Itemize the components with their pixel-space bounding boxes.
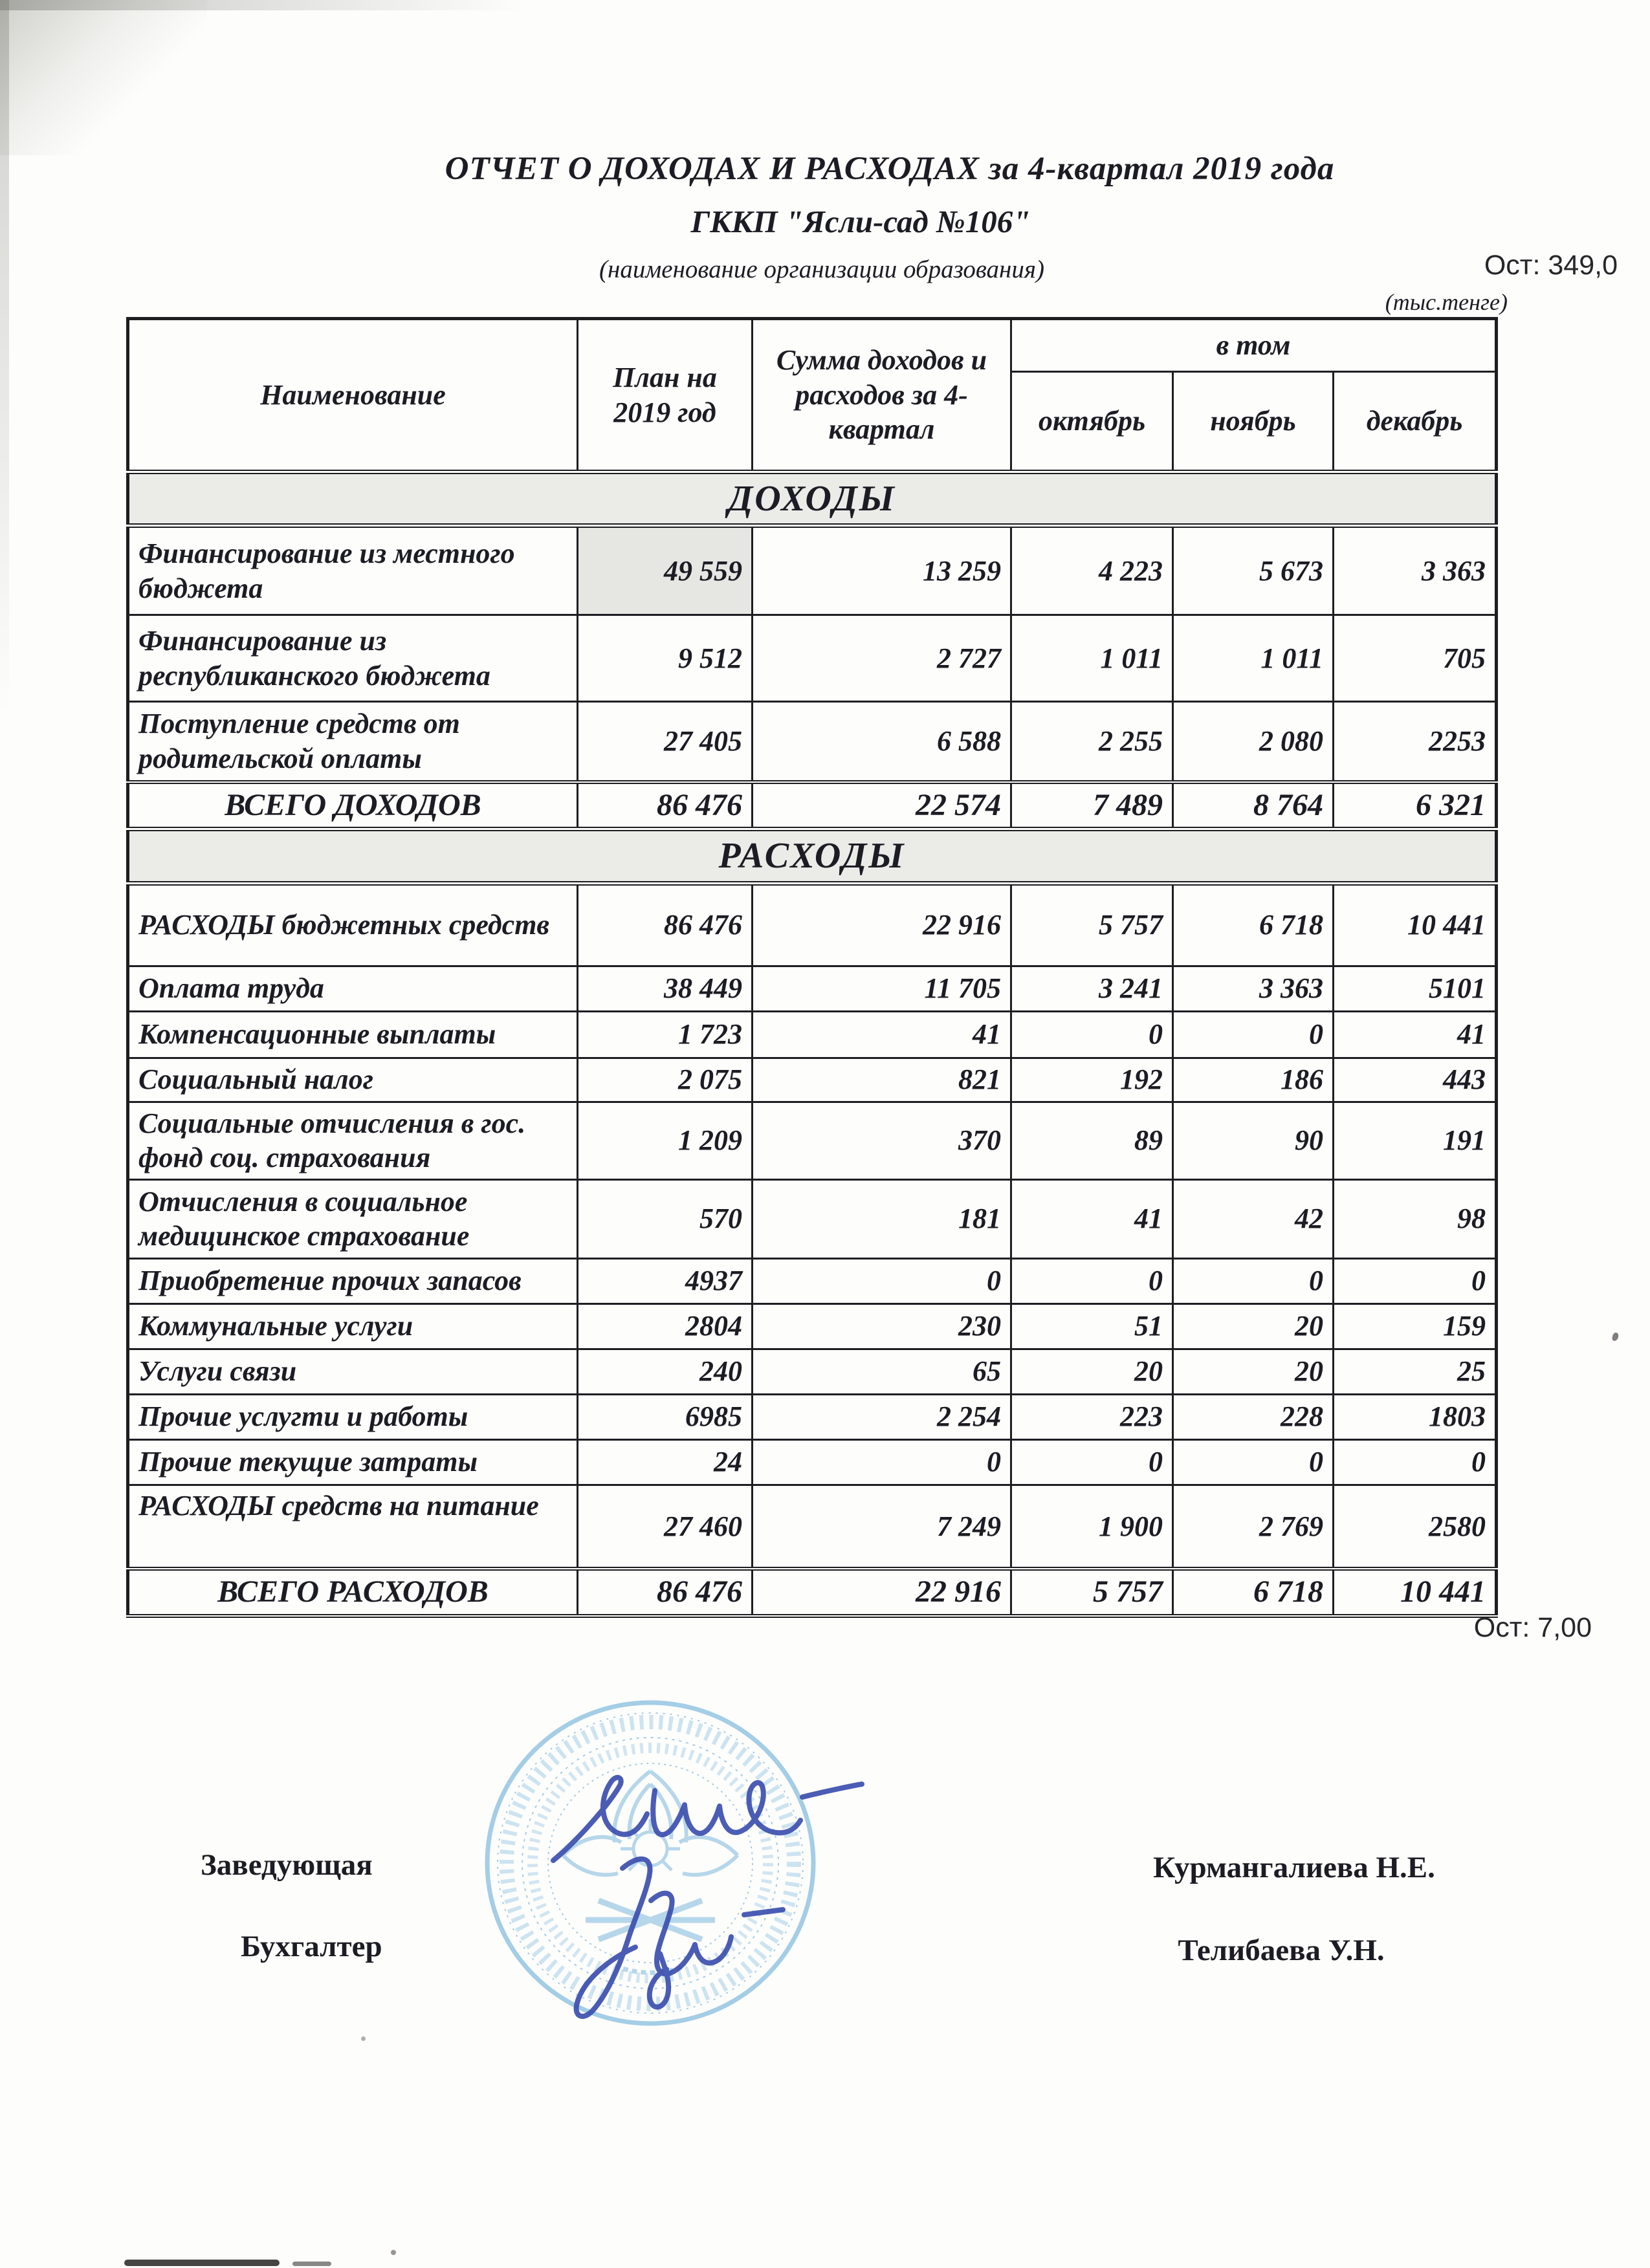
november-value-cell: 20 [1173,1349,1334,1394]
october-value-cell: 1 011 [1011,615,1173,702]
november-value-cell: 0 [1173,1439,1334,1485]
october-value-cell: 5 757 [1011,1569,1173,1616]
december-value-cell: 10 441 [1334,883,1497,966]
november-value-cell: 186 [1173,1058,1334,1102]
table-row [128,526,1497,615]
table-row [128,1303,1497,1349]
sum-value-cell: 2 727 [753,615,1011,702]
sum-value-cell: 65 [753,1349,1011,1394]
table-row [128,702,1497,782]
november-value-cell: 2 769 [1173,1485,1334,1569]
col-header-december: декабрь [1334,372,1497,472]
plan-value-cell: 27 405 [578,702,753,782]
total-income-row [128,782,1497,829]
november-value-cell: 20 [1173,1303,1334,1349]
december-value-cell: 443 [1334,1058,1497,1102]
income-expense-table [126,317,1498,1618]
sum-value-cell: 2 254 [753,1394,1011,1439]
table-row [128,1011,1497,1058]
november-value-cell: 228 [1173,1394,1334,1439]
december-value-cell: 10 441 [1334,1569,1497,1616]
section-label: РАСХОДЫ [128,829,1497,883]
plan-value-cell: 2 075 [578,1058,753,1102]
plan-value-cell: 240 [578,1349,753,1394]
october-value-cell: 20 [1011,1349,1173,1394]
col-header-sum: Сумма доходов и расходов за 4-квартал [753,319,1011,472]
sum-value-cell: 41 [753,1011,1011,1058]
signature-name-director: Курмангалиева Н.Е. [1153,1851,1435,1884]
december-value-cell: 3 363 [1334,526,1497,615]
total-expense-row [128,1569,1497,1616]
round-stamp [466,1687,867,2143]
row-name-cell: ВСЕГО РАСХОДОВ [128,1569,578,1616]
november-value-cell: 6 718 [1173,883,1334,966]
row-name-cell: РАСХОДЫ средств на питание [128,1485,578,1569]
november-value-cell: 0 [1173,1258,1334,1303]
section-label: ДОХОДЫ [128,472,1497,526]
sum-value-cell: 181 [753,1179,1011,1258]
plan-value-cell: 1 209 [578,1102,753,1179]
november-value-cell: 0 [1173,1011,1334,1058]
december-value-cell: 1803 [1334,1394,1497,1439]
december-value-cell: 0 [1334,1439,1497,1485]
sum-value-cell: 0 [753,1258,1011,1303]
sum-value-cell: 821 [753,1058,1011,1102]
table-row [128,615,1497,702]
plan-value-cell: 27 460 [578,1485,753,1569]
december-value-cell: 41 [1334,1011,1497,1058]
scan-smudge-top-left [0,0,207,155]
november-value-cell: 2 080 [1173,702,1334,782]
row-name-cell: Социальный налог [128,1058,578,1102]
december-value-cell: 191 [1334,1102,1497,1179]
sum-value-cell: 370 [753,1102,1011,1179]
sum-value-cell: 13 259 [753,526,1011,615]
december-value-cell: 5101 [1334,966,1497,1011]
section-header-row [128,829,1497,883]
scan-speck [361,2036,366,2041]
november-value-cell: 42 [1173,1179,1334,1258]
sum-value-cell: 230 [753,1303,1011,1349]
sum-value-cell: 6 588 [753,702,1011,782]
plan-value-cell: 9 512 [578,615,753,702]
october-value-cell: 3 241 [1011,966,1173,1011]
col-header-november: ноябрь [1173,372,1334,472]
table-row [128,1258,1497,1303]
november-value-cell: 1 011 [1173,615,1334,702]
balance-top-note: Ост: 349,0 [1484,250,1618,281]
scan-mark-bottom-edge [124,2260,280,2266]
row-name-cell: Компенсационные выплаты [128,1011,578,1058]
plan-value-cell: 6985 [578,1394,753,1439]
row-name-cell: Прочие текущие затраты [128,1439,578,1485]
november-value-cell: 5 673 [1173,526,1334,615]
plan-value-cell: 24 [578,1439,753,1485]
october-value-cell: 41 [1011,1179,1173,1258]
table-header-row [128,319,1497,372]
row-name-cell: РАСХОДЫ бюджетных средств [128,883,578,966]
row-name-cell: Услуги связи [128,1349,578,1394]
december-value-cell: 6 321 [1334,782,1497,829]
plan-value-cell: 49 559 [578,526,753,615]
row-name-cell: Социальные отчисления в гос. фонд соц. страхования [128,1102,578,1179]
sum-value-cell: 22 916 [753,1569,1011,1616]
report-title-line1: ОТЧЕТ О ДОХОДАХ И РАСХОДАХ за 4-квартал 2019 года [445,151,1335,187]
col-header-group: в том [1011,319,1497,372]
scan-smudge-left-edge [0,0,9,776]
organization-caption: (наименование организации образования) [599,256,1044,283]
signature-role-accountant: Бухгалтер [241,1930,382,1963]
sum-value-cell: 0 [753,1439,1011,1485]
table-row [128,1394,1497,1439]
plan-value-cell: 570 [578,1179,753,1258]
plan-value-cell: 86 476 [578,883,753,966]
scan-speck [391,2250,396,2255]
row-name-cell: Финансирование из республиканского бюджета [128,615,578,702]
december-value-cell: 159 [1334,1303,1497,1349]
november-value-cell: 90 [1173,1102,1334,1179]
table-row [128,1439,1497,1485]
october-value-cell: 223 [1011,1394,1173,1439]
october-value-cell: 0 [1011,1011,1173,1058]
report-title-line2: ГККП "Ясли-сад №106" [690,204,1031,239]
scan-speck [1612,1332,1620,1342]
november-value-cell: 6 718 [1173,1569,1334,1616]
units-note: (тыс.тенге) [1385,289,1508,315]
table-row [128,1485,1497,1569]
signature-director [553,1778,862,1860]
row-name-cell: Приобретение прочих запасов [128,1258,578,1303]
october-value-cell: 89 [1011,1102,1173,1179]
signature-name-accountant: Телибаева У.Н. [1178,1934,1385,1967]
col-header-name: Наименование [128,319,578,472]
december-value-cell: 98 [1334,1179,1497,1258]
october-value-cell: 2 255 [1011,702,1173,782]
scan-smudge-top-edge [0,0,582,10]
october-value-cell: 1 900 [1011,1485,1173,1569]
plan-value-cell: 86 476 [578,1569,753,1616]
october-value-cell: 0 [1011,1258,1173,1303]
table-row [128,883,1497,966]
scan-mark-bottom-edge [292,2262,331,2266]
row-name-cell: ВСЕГО ДОХОДОВ [128,782,578,829]
row-name-cell: Отчисления в социальное медицинское страхование [128,1179,578,1258]
row-name-cell: Финансирование из местного бюджета [128,526,578,615]
balance-bottom-note: Ост: 7,00 [1473,1612,1592,1643]
table-row [128,1058,1497,1102]
row-name-cell: Коммунальные услуги [128,1303,578,1349]
table-row [128,966,1497,1011]
table-row [128,1349,1497,1394]
october-value-cell: 7 489 [1011,782,1173,829]
row-name-cell: Прочие услугти и работы [128,1394,578,1439]
section-header-row [128,472,1497,526]
signature-role-director: Заведующая [201,1848,373,1882]
october-value-cell: 51 [1011,1303,1173,1349]
col-header-plan: План на 2019 год [578,319,753,472]
december-value-cell: 705 [1334,615,1497,702]
plan-value-cell: 86 476 [578,782,753,829]
october-value-cell: 5 757 [1011,883,1173,966]
november-value-cell: 8 764 [1173,782,1334,829]
row-name-cell: Поступление средств от родительской оплаты [128,702,578,782]
plan-value-cell: 2804 [578,1303,753,1349]
table-row [128,1179,1497,1258]
october-value-cell: 4 223 [1011,526,1173,615]
december-value-cell: 2580 [1334,1485,1497,1569]
plan-value-cell: 1 723 [578,1011,753,1058]
col-header-october: октябрь [1011,372,1173,472]
october-value-cell: 0 [1011,1439,1173,1485]
december-value-cell: 2253 [1334,702,1497,782]
plan-value-cell: 4937 [578,1258,753,1303]
sum-value-cell: 7 249 [753,1485,1011,1569]
table-row [128,1102,1497,1179]
sum-value-cell: 22 916 [753,883,1011,966]
row-name-cell: Оплата труда [128,966,578,1011]
december-value-cell: 25 [1334,1349,1497,1394]
december-value-cell: 0 [1334,1258,1497,1303]
plan-value-cell: 38 449 [578,966,753,1011]
october-value-cell: 192 [1011,1058,1173,1102]
sum-value-cell: 22 574 [753,782,1011,829]
sum-value-cell: 11 705 [753,966,1011,1011]
november-value-cell: 3 363 [1173,966,1334,1011]
